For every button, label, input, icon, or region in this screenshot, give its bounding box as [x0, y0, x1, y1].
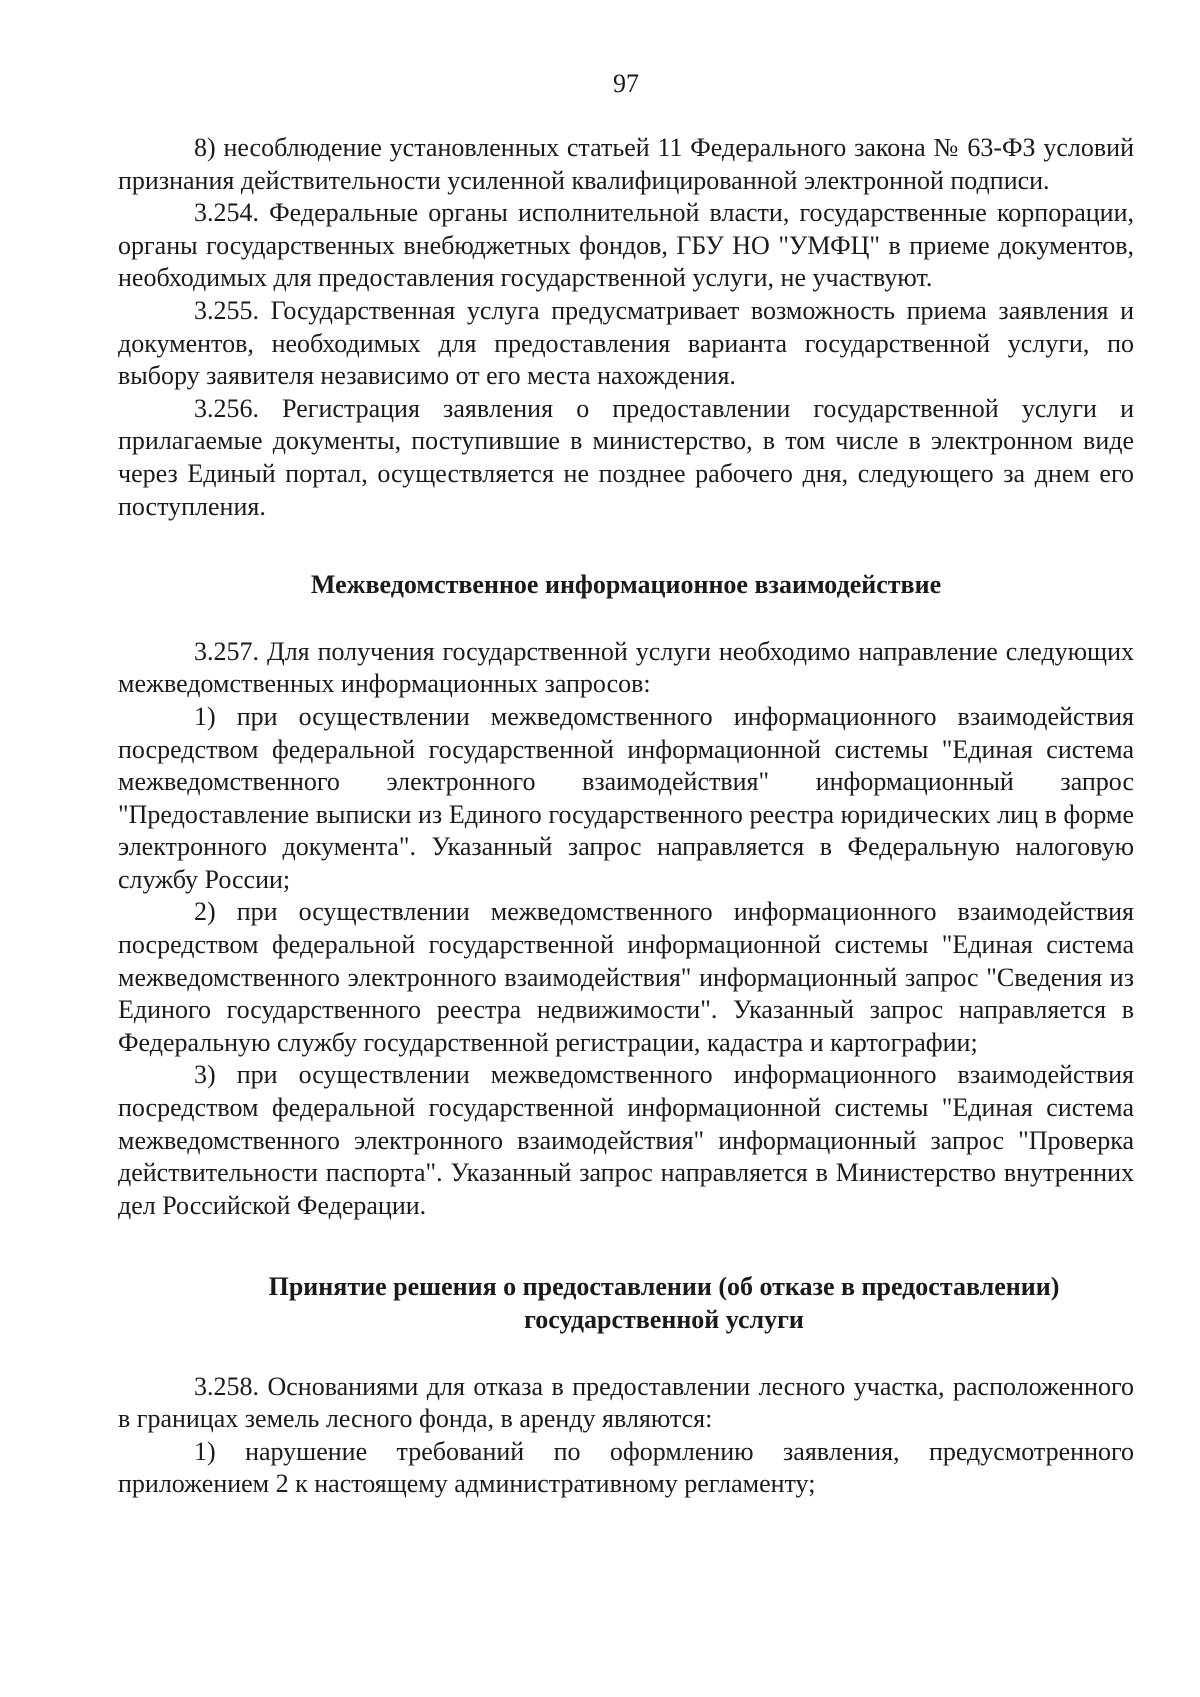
page-number: 97 [613, 69, 639, 98]
list-item-2: 2) при осуществлении межведомственного информационного взаимодействия посредством федеральной государственной информационной системы "Единая система межведомственного электронного взаимодействия" информационный запрос "Сведения из Единого государственного реестра недвижимости". Указанный запрос направляется в Федеральную службу государственной регистрации, кадастра и картографии; [118, 897, 1134, 1057]
section-heading-decision [118, 1271, 1134, 1336]
paragraph-3-258: 3.258. Основаниями для отказа в предоставлении лесного участка, расположенного в границах земель лесного фонда, в аренду являются: [118, 1371, 1134, 1434]
section-heading-decision-line1: Принятие решения о предоставлении (об отказе в предоставлении) [268, 1272, 1060, 1302]
section-heading-interagency: Межведомственное информационное взаимодействие [310, 570, 942, 600]
paragraph-item-8: 8) несоблюдение установленных статьей 11 Федерального закона № 63-ФЗ условий признания действительности усиленной квалифицированной электронной подписи. [118, 133, 1134, 195]
list-item-3: 3) при осуществлении межведомственного информационного взаимодействия посредством федеральной государственной информационной системы "Единая система межведомственного электронного взаимодействия" информационный запрос "Проверка действительности паспорта". Указанный запрос направляется в Министерство внутренних дел Российской Федерации. [118, 1060, 1134, 1220]
paragraph-3-256: 3.256. Регистрация заявления о предоставлении государственной услуги и прилагаемые документы, поступившие в министерство, в том числе в электронном виде через Единый портал, осуществляется не позднее рабочего дня, следующего за днем его поступления. [118, 393, 1134, 521]
document-page [118, 62, 1134, 1501]
paragraph-3-257: 3.257. Для получения государственной услуги необходимо направление следующих межведомственных информационных запросов: [118, 636, 1134, 699]
section-heading-decision-line2: государственной услуги [524, 1305, 804, 1334]
refusal-item-1: 1) нарушение требований по оформлению заявления, предусмотренного приложением 2 к настоящему административному регламенту; [118, 1436, 1134, 1499]
paragraph-3-254: 3.254. Федеральные органы исполнительной власти, государственные корпорации, органы государственных внебюджетных фондов, ГБУ НО "УМФЦ" в приеме документов, необходимых для предоставления государственной услуги, не участвуют. [118, 198, 1134, 293]
paragraph-3-255: 3.255. Государственная услуга предусматривает возможность приема заявления и документов, необходимых для предоставления варианта государственной услуги, по выбору заявителя независимо от его места нахождения. [118, 295, 1134, 391]
list-item-1: 1) при осуществлении межведомственного информационного взаимодействия посредством федеральной государственной информационной системы "Единая система межведомственного электронного взаимодействия" информационный запрос "Предоставление выписки из Единого государственного реестра юридических лиц в форме электронного документа". Указанный запрос направляется в Федеральную налоговую службу России; [118, 701, 1134, 894]
